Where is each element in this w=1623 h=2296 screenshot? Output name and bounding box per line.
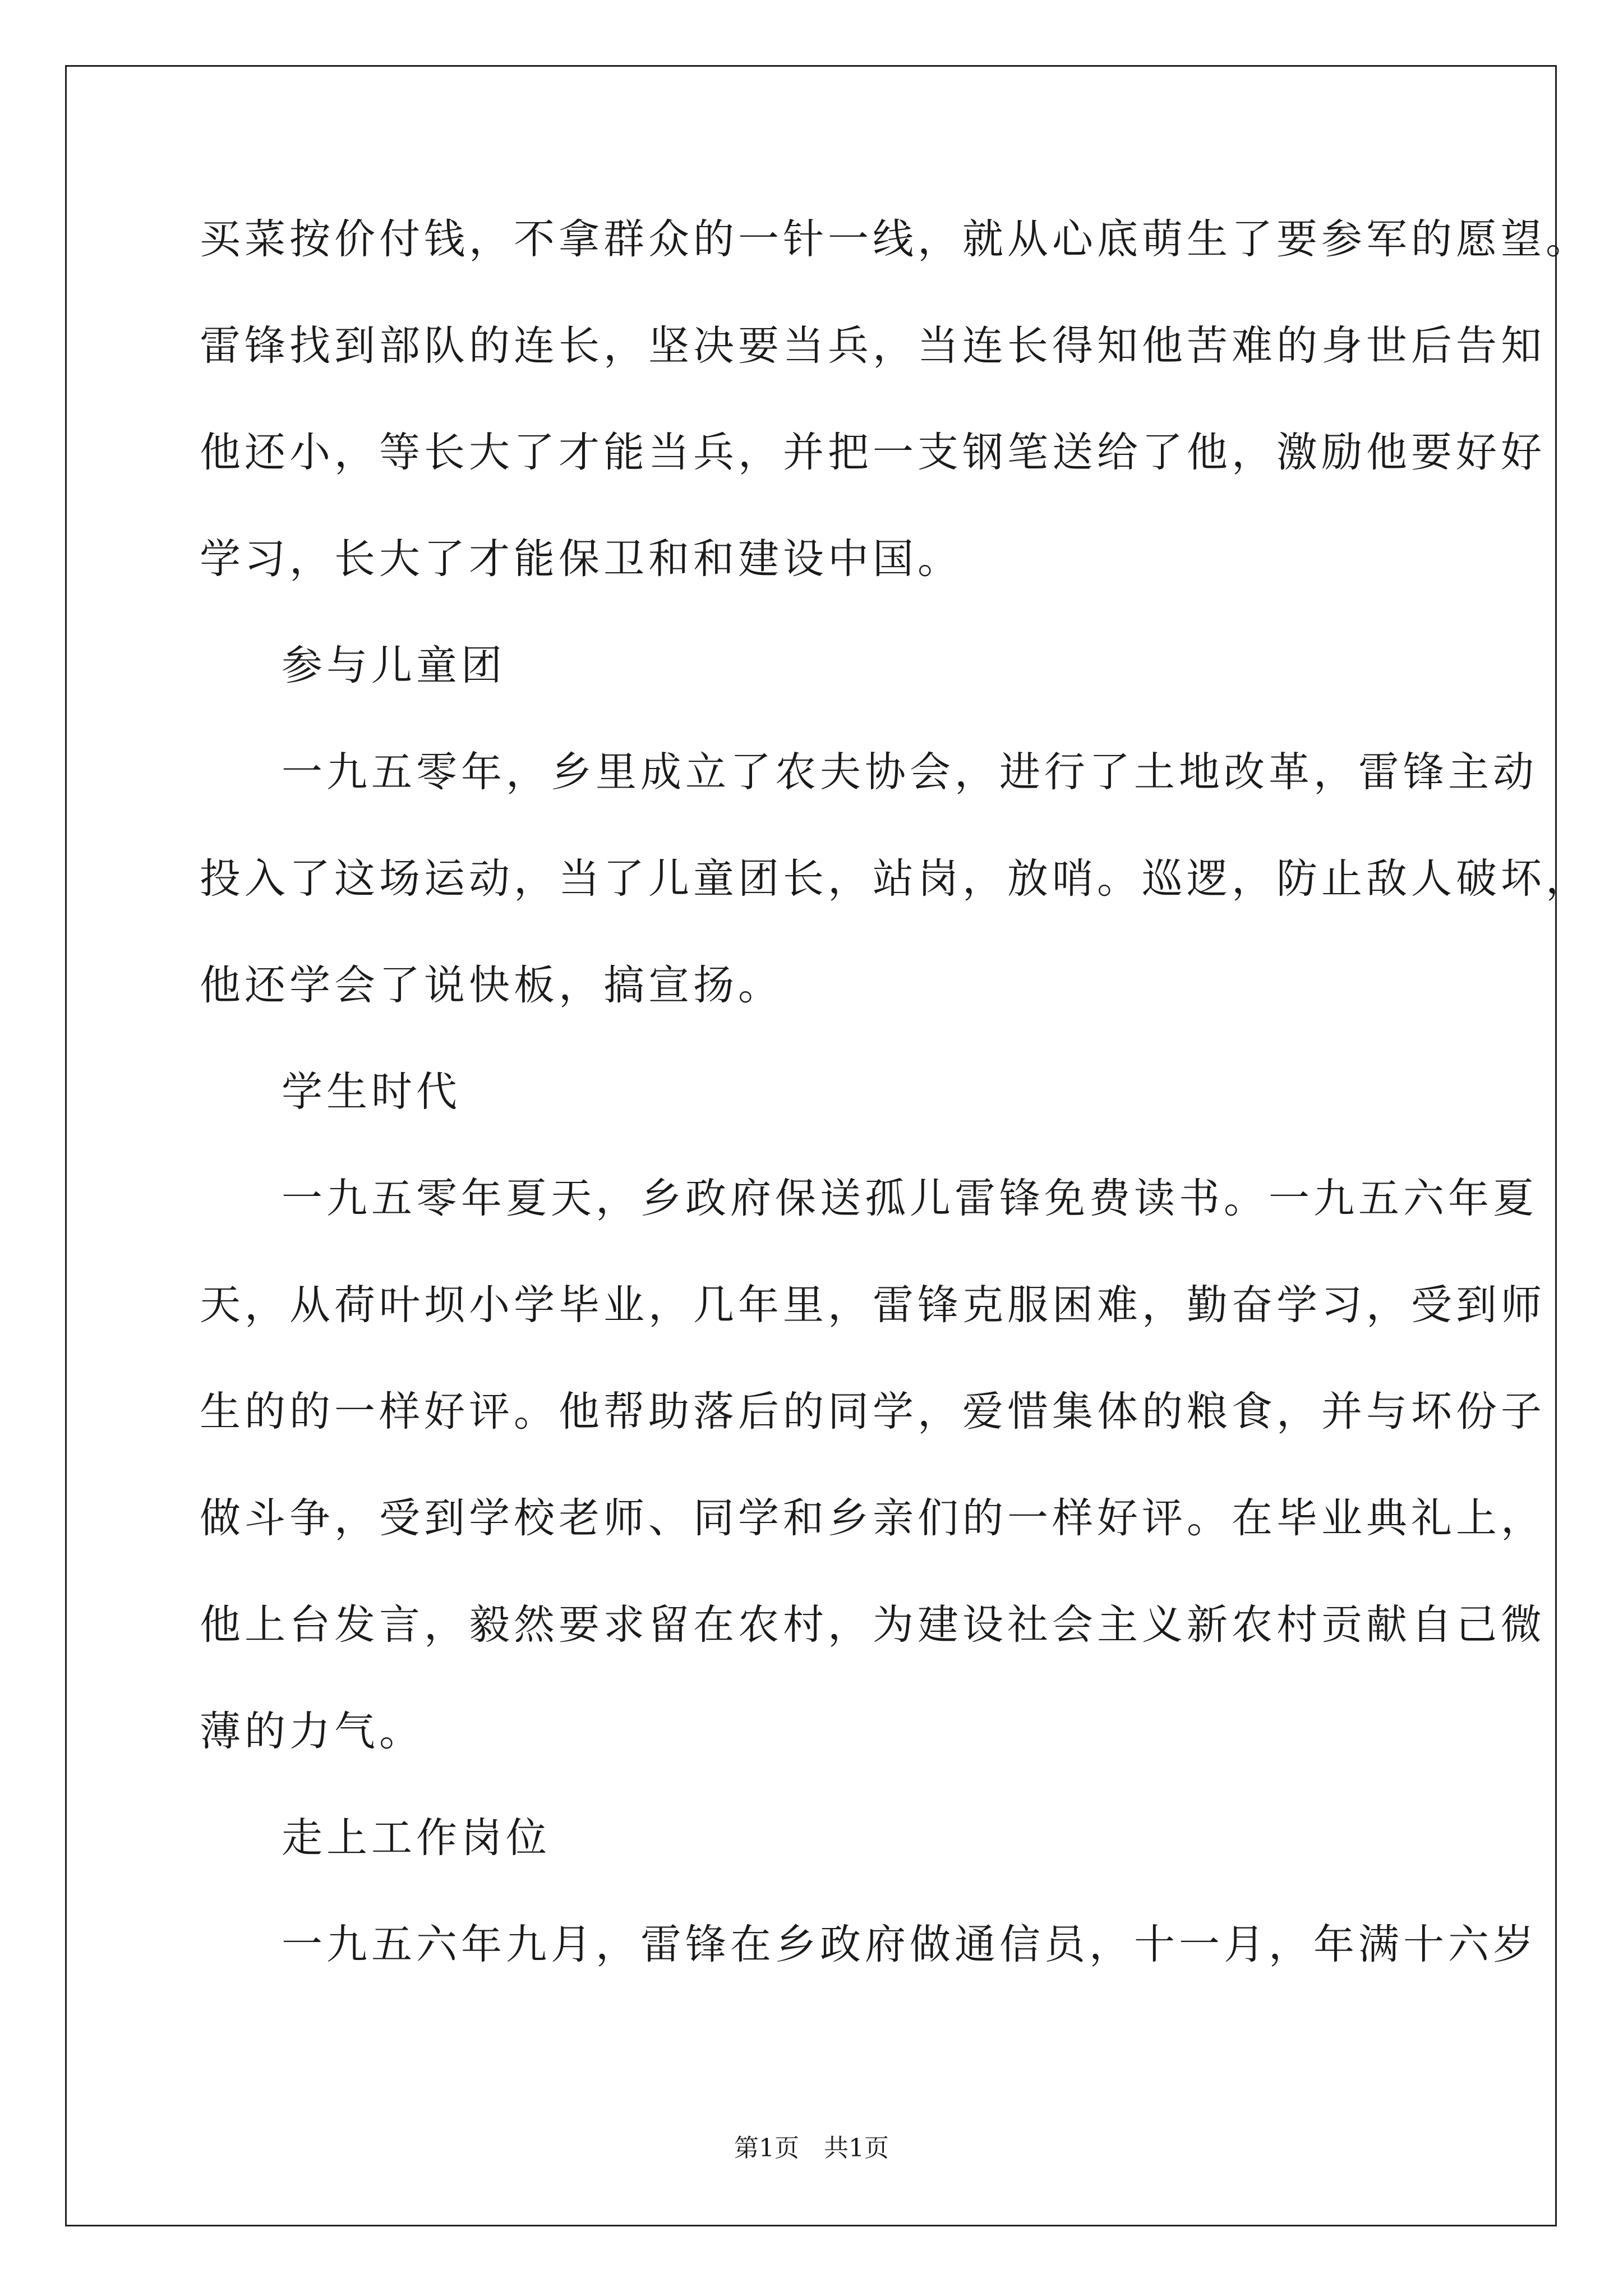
text-line: 天，从荷叶坝小学毕业，几年里，雷锋克服困难，勤奋学习，受到师: [200, 1281, 1546, 1329]
page-border: [65, 65, 1557, 2226]
text-line: 投入了这场运动，当了儿童团长，站岗，放哨。巡逻，防止敌人破坏，: [200, 855, 1590, 903]
text-line: 他还学会了说快板，搞宣扬。: [200, 961, 783, 1009]
text-line: 生的的一样好评。他帮助落后的同学，爱惜集体的粮食，并与坏份子: [200, 1388, 1546, 1435]
paragraph-first-line: 一九五零年，乡里成立了农夫协会，进行了土地改革，雷锋主动: [282, 748, 1538, 796]
text-line: 他还小，等长大了才能当兵，并把一支钢笔送给了他，激励他要好好: [200, 429, 1546, 476]
paragraph-first-line: 一九五六年九月，雷锋在乡政府做通信员，十一月，年满十六岁: [282, 1921, 1538, 1968]
paragraph-first-line: 一九五零年夏天，乡政府保送孤儿雷锋免费读书。一九五六年夏: [282, 1175, 1538, 1222]
text-line: 雷锋找到部队的连长，坚决要当兵，当连长得知他苦难的身世后告知: [200, 322, 1546, 370]
text-line: 薄的力气。: [200, 1708, 424, 1755]
section-heading: 参与儿童团: [282, 642, 506, 689]
text-line: 学习，长大了才能保卫和和建设中国。: [200, 535, 962, 583]
text-line: 做斗争，受到学校老师、同学和乡亲们的一样好评。在毕业典礼上，: [200, 1494, 1546, 1542]
text-line: 买菜按价付钱，不拿群众的一针一线，就从心底萌生了要参军的愿望。: [200, 215, 1590, 263]
text-line: 他上台发言，毅然要求留在农村，为建设社会主义新农村贡献自己微: [200, 1601, 1546, 1649]
page-number-footer: 第1页 共1页: [734, 2134, 889, 2162]
section-heading: 学生时代: [282, 1068, 461, 1116]
section-heading: 走上工作岗位: [282, 1814, 551, 1862]
